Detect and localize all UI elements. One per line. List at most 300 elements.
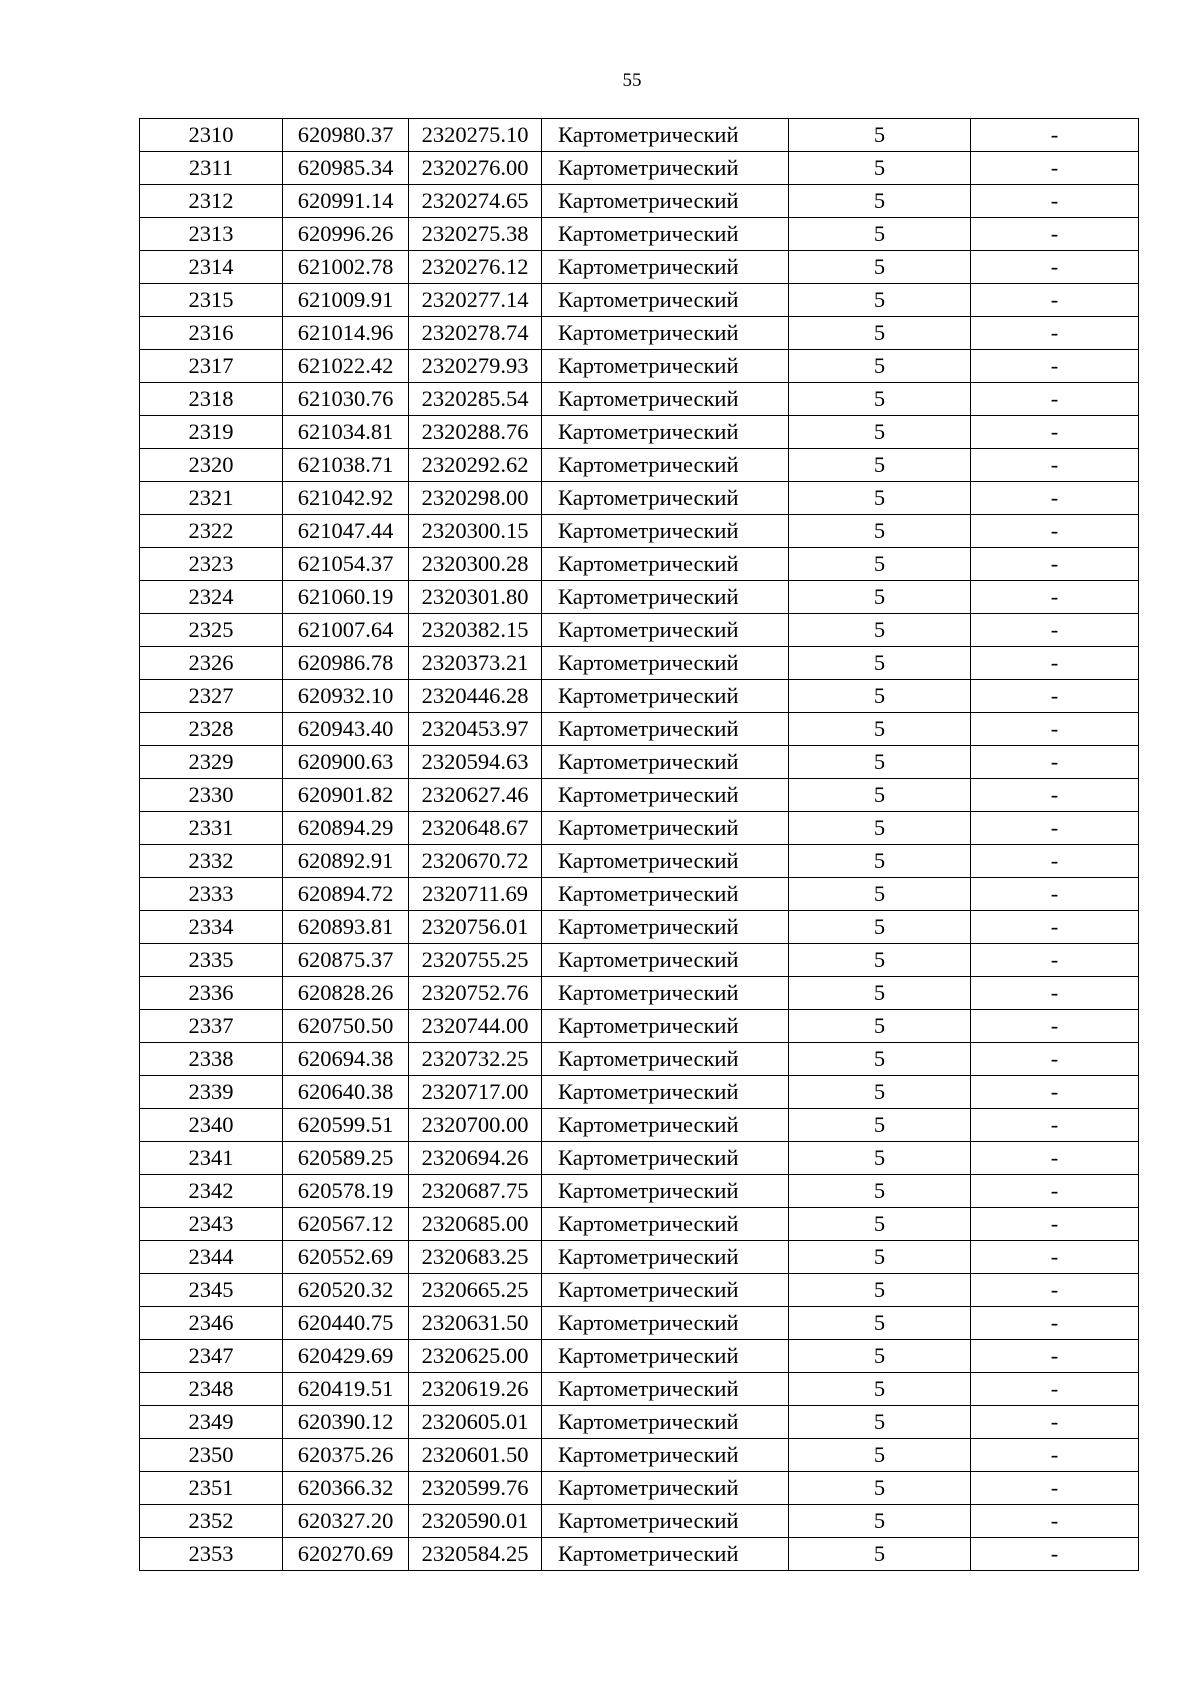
note-cell: - [971, 1010, 1139, 1043]
point-number-cell: 2320 [140, 449, 283, 482]
point-number-cell: 2341 [140, 1142, 283, 1175]
y-coordinate-cell: 2320276.00 [409, 152, 542, 185]
accuracy-cell: 5 [789, 1043, 971, 1076]
y-coordinate-cell: 2320648.67 [409, 812, 542, 845]
note-cell: - [971, 1142, 1139, 1175]
table-row [140, 977, 1139, 1010]
accuracy-cell: 5 [789, 185, 971, 218]
table-row [140, 779, 1139, 812]
table-row [140, 218, 1139, 251]
table-row [140, 680, 1139, 713]
point-number-cell: 2324 [140, 581, 283, 614]
point-number-cell: 2345 [140, 1274, 283, 1307]
x-coordinate-cell: 620875.37 [283, 944, 409, 977]
method-cell: Картометрический [542, 878, 789, 911]
table-row [140, 251, 1139, 284]
y-coordinate-cell: 2320683.25 [409, 1241, 542, 1274]
point-number-cell: 2327 [140, 680, 283, 713]
note-cell: - [971, 1043, 1139, 1076]
table-row [140, 383, 1139, 416]
table-row [140, 449, 1139, 482]
accuracy-cell: 5 [789, 614, 971, 647]
table-row [140, 581, 1139, 614]
y-coordinate-cell: 2320285.54 [409, 383, 542, 416]
accuracy-cell: 5 [789, 515, 971, 548]
x-coordinate-cell: 620520.32 [283, 1274, 409, 1307]
y-coordinate-cell: 2320670.72 [409, 845, 542, 878]
x-coordinate-cell: 620694.38 [283, 1043, 409, 1076]
note-cell: - [971, 1406, 1139, 1439]
point-number-cell: 2352 [140, 1505, 283, 1538]
method-cell: Картометрический [542, 779, 789, 812]
accuracy-cell: 5 [789, 713, 971, 746]
y-coordinate-cell: 2320300.15 [409, 515, 542, 548]
table-row [140, 845, 1139, 878]
point-number-cell: 2325 [140, 614, 283, 647]
accuracy-cell: 5 [789, 779, 971, 812]
y-coordinate-cell: 2320300.28 [409, 548, 542, 581]
method-cell: Картометрический [542, 614, 789, 647]
x-coordinate-cell: 620991.14 [283, 185, 409, 218]
point-number-cell: 2331 [140, 812, 283, 845]
accuracy-cell: 5 [789, 449, 971, 482]
table-row [140, 1340, 1139, 1373]
method-cell: Картометрический [542, 350, 789, 383]
method-cell: Картометрический [542, 812, 789, 845]
note-cell: - [971, 218, 1139, 251]
accuracy-cell: 5 [789, 350, 971, 383]
table-row [140, 185, 1139, 218]
table-row [140, 911, 1139, 944]
method-cell: Картометрический [542, 1439, 789, 1472]
method-cell: Картометрический [542, 383, 789, 416]
method-cell: Картометрический [542, 944, 789, 977]
note-cell: - [971, 383, 1139, 416]
accuracy-cell: 5 [789, 977, 971, 1010]
table-row [140, 350, 1139, 383]
point-number-cell: 2337 [140, 1010, 283, 1043]
table-row [140, 1208, 1139, 1241]
point-number-cell: 2338 [140, 1043, 283, 1076]
table-row [140, 1076, 1139, 1109]
point-number-cell: 2343 [140, 1208, 283, 1241]
point-number-cell: 2335 [140, 944, 283, 977]
x-coordinate-cell: 621002.78 [283, 251, 409, 284]
x-coordinate-cell: 621060.19 [283, 581, 409, 614]
method-cell: Картометрический [542, 680, 789, 713]
accuracy-cell: 5 [789, 581, 971, 614]
table-row [140, 614, 1139, 647]
y-coordinate-cell: 2320446.28 [409, 680, 542, 713]
y-coordinate-cell: 2320278.74 [409, 317, 542, 350]
point-number-cell: 2323 [140, 548, 283, 581]
x-coordinate-cell: 620892.91 [283, 845, 409, 878]
method-cell: Картометрический [542, 317, 789, 350]
table-row [140, 1274, 1139, 1307]
accuracy-cell: 5 [789, 119, 971, 152]
note-cell: - [971, 1439, 1139, 1472]
point-number-cell: 2319 [140, 416, 283, 449]
point-number-cell: 2313 [140, 218, 283, 251]
x-coordinate-cell: 620943.40 [283, 713, 409, 746]
method-cell: Картометрический [542, 218, 789, 251]
accuracy-cell: 5 [789, 812, 971, 845]
point-number-cell: 2328 [140, 713, 283, 746]
method-cell: Картометрический [542, 1076, 789, 1109]
table-row [140, 1010, 1139, 1043]
y-coordinate-cell: 2320755.25 [409, 944, 542, 977]
note-cell: - [971, 812, 1139, 845]
x-coordinate-cell: 621030.76 [283, 383, 409, 416]
point-number-cell: 2340 [140, 1109, 283, 1142]
method-cell: Картометрический [542, 1505, 789, 1538]
accuracy-cell: 5 [789, 1307, 971, 1340]
note-cell: - [971, 1109, 1139, 1142]
note-cell: - [971, 1373, 1139, 1406]
note-cell: - [971, 911, 1139, 944]
table-row [140, 746, 1139, 779]
x-coordinate-cell: 621009.91 [283, 284, 409, 317]
method-cell: Картометрический [542, 482, 789, 515]
x-coordinate-cell: 621054.37 [283, 548, 409, 581]
note-cell: - [971, 317, 1139, 350]
method-cell: Картометрический [542, 284, 789, 317]
note-cell: - [971, 1241, 1139, 1274]
note-cell: - [971, 515, 1139, 548]
x-coordinate-cell: 620640.38 [283, 1076, 409, 1109]
note-cell: - [971, 845, 1139, 878]
x-coordinate-cell: 621038.71 [283, 449, 409, 482]
accuracy-cell: 5 [789, 1472, 971, 1505]
table-row [140, 878, 1139, 911]
point-number-cell: 2314 [140, 251, 283, 284]
point-number-cell: 2339 [140, 1076, 283, 1109]
x-coordinate-cell: 620750.50 [283, 1010, 409, 1043]
note-cell: - [971, 647, 1139, 680]
point-number-cell: 2346 [140, 1307, 283, 1340]
note-cell: - [971, 1340, 1139, 1373]
x-coordinate-cell: 620327.20 [283, 1505, 409, 1538]
note-cell: - [971, 1307, 1139, 1340]
y-coordinate-cell: 2320274.65 [409, 185, 542, 218]
note-cell: - [971, 284, 1139, 317]
point-number-cell: 2317 [140, 350, 283, 383]
method-cell: Картометрический [542, 119, 789, 152]
point-number-cell: 2311 [140, 152, 283, 185]
note-cell: - [971, 548, 1139, 581]
note-cell: - [971, 581, 1139, 614]
x-coordinate-cell: 620986.78 [283, 647, 409, 680]
y-coordinate-cell: 2320288.76 [409, 416, 542, 449]
accuracy-cell: 5 [789, 1274, 971, 1307]
y-coordinate-cell: 2320599.76 [409, 1472, 542, 1505]
table-row [140, 1505, 1139, 1538]
point-number-cell: 2318 [140, 383, 283, 416]
table-row [140, 1439, 1139, 1472]
accuracy-cell: 5 [789, 878, 971, 911]
y-coordinate-cell: 2320584.25 [409, 1538, 542, 1571]
x-coordinate-cell: 620932.10 [283, 680, 409, 713]
note-cell: - [971, 152, 1139, 185]
accuracy-cell: 5 [789, 284, 971, 317]
note-cell: - [971, 878, 1139, 911]
method-cell: Картометрический [542, 1241, 789, 1274]
y-coordinate-cell: 2320601.50 [409, 1439, 542, 1472]
accuracy-cell: 5 [789, 1340, 971, 1373]
table-row [140, 1109, 1139, 1142]
table-row [140, 713, 1139, 746]
table-row [140, 1472, 1139, 1505]
table-row [140, 548, 1139, 581]
point-number-cell: 2349 [140, 1406, 283, 1439]
point-number-cell: 2334 [140, 911, 283, 944]
note-cell: - [971, 1505, 1139, 1538]
table-row [140, 1175, 1139, 1208]
accuracy-cell: 5 [789, 1175, 971, 1208]
note-cell: - [971, 713, 1139, 746]
accuracy-cell: 5 [789, 482, 971, 515]
method-cell: Картометрический [542, 152, 789, 185]
note-cell: - [971, 185, 1139, 218]
method-cell: Картометрический [542, 1109, 789, 1142]
accuracy-cell: 5 [789, 1010, 971, 1043]
point-number-cell: 2347 [140, 1340, 283, 1373]
point-number-cell: 2330 [140, 779, 283, 812]
accuracy-cell: 5 [789, 1142, 971, 1175]
y-coordinate-cell: 2320625.00 [409, 1340, 542, 1373]
accuracy-cell: 5 [789, 680, 971, 713]
y-coordinate-cell: 2320665.25 [409, 1274, 542, 1307]
table-row [140, 317, 1139, 350]
table-row [140, 944, 1139, 977]
method-cell: Картометрический [542, 1043, 789, 1076]
method-cell: Картометрический [542, 515, 789, 548]
note-cell: - [971, 1472, 1139, 1505]
x-coordinate-cell: 620270.69 [283, 1538, 409, 1571]
table-row [140, 1373, 1139, 1406]
point-number-cell: 2348 [140, 1373, 283, 1406]
note-cell: - [971, 119, 1139, 152]
y-coordinate-cell: 2320382.15 [409, 614, 542, 647]
note-cell: - [971, 944, 1139, 977]
table-row [140, 647, 1139, 680]
point-number-cell: 2315 [140, 284, 283, 317]
y-coordinate-cell: 2320700.00 [409, 1109, 542, 1142]
point-number-cell: 2333 [140, 878, 283, 911]
coordinates-table [139, 118, 1139, 1571]
x-coordinate-cell: 620419.51 [283, 1373, 409, 1406]
y-coordinate-cell: 2320752.76 [409, 977, 542, 1010]
y-coordinate-cell: 2320594.63 [409, 746, 542, 779]
y-coordinate-cell: 2320605.01 [409, 1406, 542, 1439]
point-number-cell: 2326 [140, 647, 283, 680]
accuracy-cell: 5 [789, 317, 971, 350]
y-coordinate-cell: 2320277.14 [409, 284, 542, 317]
table-row [140, 1043, 1139, 1076]
method-cell: Картометрический [542, 251, 789, 284]
note-cell: - [971, 1208, 1139, 1241]
x-coordinate-cell: 621014.96 [283, 317, 409, 350]
point-number-cell: 2351 [140, 1472, 283, 1505]
point-number-cell: 2350 [140, 1439, 283, 1472]
note-cell: - [971, 449, 1139, 482]
x-coordinate-cell: 620901.82 [283, 779, 409, 812]
method-cell: Картометрический [542, 1406, 789, 1439]
note-cell: - [971, 482, 1139, 515]
method-cell: Картометрический [542, 1142, 789, 1175]
method-cell: Картометрический [542, 1307, 789, 1340]
note-cell: - [971, 680, 1139, 713]
method-cell: Картометрический [542, 1340, 789, 1373]
table-row [140, 1142, 1139, 1175]
accuracy-cell: 5 [789, 218, 971, 251]
x-coordinate-cell: 620894.29 [283, 812, 409, 845]
accuracy-cell: 5 [789, 1208, 971, 1241]
y-coordinate-cell: 2320619.26 [409, 1373, 542, 1406]
point-number-cell: 2329 [140, 746, 283, 779]
method-cell: Картометрический [542, 713, 789, 746]
page-number: 55 [622, 70, 642, 91]
y-coordinate-cell: 2320711.69 [409, 878, 542, 911]
x-coordinate-cell: 620900.63 [283, 746, 409, 779]
x-coordinate-cell: 621047.44 [283, 515, 409, 548]
accuracy-cell: 5 [789, 845, 971, 878]
method-cell: Картометрический [542, 647, 789, 680]
y-coordinate-cell: 2320275.38 [409, 218, 542, 251]
method-cell: Картометрический [542, 1175, 789, 1208]
table-row [140, 119, 1139, 152]
y-coordinate-cell: 2320694.26 [409, 1142, 542, 1175]
method-cell: Картометрический [542, 416, 789, 449]
x-coordinate-cell: 620390.12 [283, 1406, 409, 1439]
table-row [140, 1307, 1139, 1340]
note-cell: - [971, 1274, 1139, 1307]
accuracy-cell: 5 [789, 1109, 971, 1142]
point-number-cell: 2353 [140, 1538, 283, 1571]
accuracy-cell: 5 [789, 746, 971, 779]
x-coordinate-cell: 620567.12 [283, 1208, 409, 1241]
y-coordinate-cell: 2320276.12 [409, 251, 542, 284]
accuracy-cell: 5 [789, 416, 971, 449]
note-cell: - [971, 1175, 1139, 1208]
method-cell: Картометрический [542, 1208, 789, 1241]
point-number-cell: 2312 [140, 185, 283, 218]
point-number-cell: 2316 [140, 317, 283, 350]
y-coordinate-cell: 2320717.00 [409, 1076, 542, 1109]
x-coordinate-cell: 620440.75 [283, 1307, 409, 1340]
table-row [140, 1406, 1139, 1439]
method-cell: Картометрический [542, 1010, 789, 1043]
accuracy-cell: 5 [789, 1439, 971, 1472]
point-number-cell: 2342 [140, 1175, 283, 1208]
accuracy-cell: 5 [789, 152, 971, 185]
y-coordinate-cell: 2320627.46 [409, 779, 542, 812]
x-coordinate-cell: 620552.69 [283, 1241, 409, 1274]
method-cell: Картометрический [542, 185, 789, 218]
note-cell: - [971, 1076, 1139, 1109]
x-coordinate-cell: 621042.92 [283, 482, 409, 515]
x-coordinate-cell: 620589.25 [283, 1142, 409, 1175]
accuracy-cell: 5 [789, 1505, 971, 1538]
method-cell: Картометрический [542, 449, 789, 482]
point-number-cell: 2332 [140, 845, 283, 878]
x-coordinate-cell: 620375.26 [283, 1439, 409, 1472]
x-coordinate-cell: 620893.81 [283, 911, 409, 944]
note-cell: - [971, 251, 1139, 284]
y-coordinate-cell: 2320590.01 [409, 1505, 542, 1538]
table-row [140, 1538, 1139, 1571]
x-coordinate-cell: 621034.81 [283, 416, 409, 449]
table-row [140, 152, 1139, 185]
accuracy-cell: 5 [789, 1241, 971, 1274]
method-cell: Картометрический [542, 1373, 789, 1406]
y-coordinate-cell: 2320631.50 [409, 1307, 542, 1340]
accuracy-cell: 5 [789, 944, 971, 977]
note-cell: - [971, 350, 1139, 383]
note-cell: - [971, 614, 1139, 647]
accuracy-cell: 5 [789, 1076, 971, 1109]
y-coordinate-cell: 2320685.00 [409, 1208, 542, 1241]
note-cell: - [971, 977, 1139, 1010]
table-row [140, 515, 1139, 548]
y-coordinate-cell: 2320744.00 [409, 1010, 542, 1043]
accuracy-cell: 5 [789, 1406, 971, 1439]
method-cell: Картометрический [542, 1538, 789, 1571]
method-cell: Картометрический [542, 746, 789, 779]
y-coordinate-cell: 2320453.97 [409, 713, 542, 746]
x-coordinate-cell: 620578.19 [283, 1175, 409, 1208]
method-cell: Картометрический [542, 548, 789, 581]
note-cell: - [971, 416, 1139, 449]
note-cell: - [971, 779, 1139, 812]
x-coordinate-cell: 620985.34 [283, 152, 409, 185]
point-number-cell: 2321 [140, 482, 283, 515]
x-coordinate-cell: 621022.42 [283, 350, 409, 383]
coordinates-table-body [140, 119, 1139, 1571]
method-cell: Картометрический [542, 911, 789, 944]
table-row [140, 284, 1139, 317]
method-cell: Картометрический [542, 581, 789, 614]
point-number-cell: 2322 [140, 515, 283, 548]
y-coordinate-cell: 2320292.62 [409, 449, 542, 482]
y-coordinate-cell: 2320301.80 [409, 581, 542, 614]
table-row [140, 812, 1139, 845]
y-coordinate-cell: 2320687.75 [409, 1175, 542, 1208]
table-row [140, 416, 1139, 449]
y-coordinate-cell: 2320373.21 [409, 647, 542, 680]
accuracy-cell: 5 [789, 251, 971, 284]
method-cell: Картометрический [542, 977, 789, 1010]
y-coordinate-cell: 2320756.01 [409, 911, 542, 944]
x-coordinate-cell: 620980.37 [283, 119, 409, 152]
x-coordinate-cell: 620599.51 [283, 1109, 409, 1142]
point-number-cell: 2344 [140, 1241, 283, 1274]
x-coordinate-cell: 620429.69 [283, 1340, 409, 1373]
table-row [140, 1241, 1139, 1274]
y-coordinate-cell: 2320732.25 [409, 1043, 542, 1076]
table-row [140, 482, 1139, 515]
x-coordinate-cell: 621007.64 [283, 614, 409, 647]
x-coordinate-cell: 620894.72 [283, 878, 409, 911]
accuracy-cell: 5 [789, 383, 971, 416]
x-coordinate-cell: 620828.26 [283, 977, 409, 1010]
accuracy-cell: 5 [789, 1538, 971, 1571]
accuracy-cell: 5 [789, 911, 971, 944]
y-coordinate-cell: 2320298.00 [409, 482, 542, 515]
point-number-cell: 2310 [140, 119, 283, 152]
y-coordinate-cell: 2320275.10 [409, 119, 542, 152]
x-coordinate-cell: 620366.32 [283, 1472, 409, 1505]
